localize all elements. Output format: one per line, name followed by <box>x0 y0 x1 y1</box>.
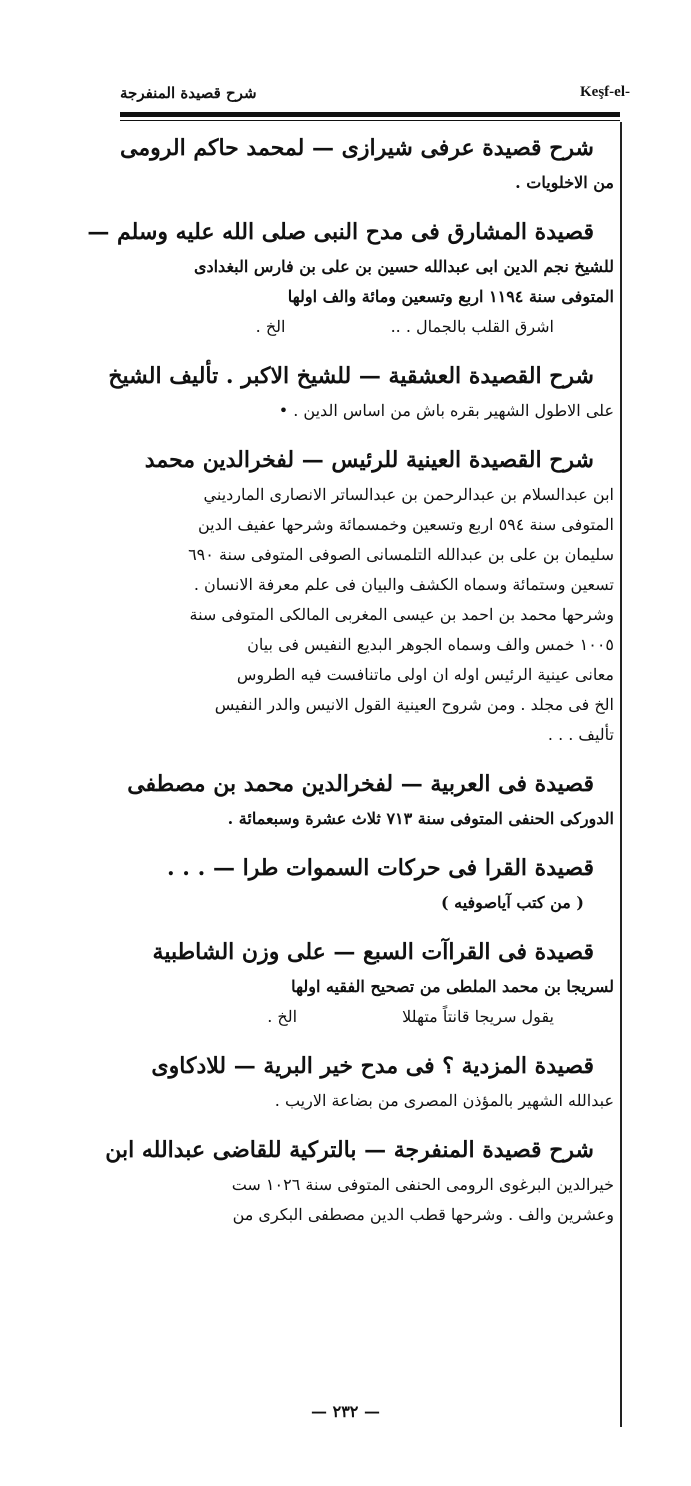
entry-line: وشرحها محمد بن احمد بن عيسى المغربى المالكى المتوفى سنة <box>189 605 614 624</box>
entry-line: على الاطول الشهير بقره باش من اساس الدين . • <box>278 401 614 420</box>
header-book-title: Keşf-el- <box>580 84 630 100</box>
entry-line: ابن عبدالسلام بن عبدالرحمن بن عبدالساتر الانصارى المارديني <box>203 485 614 504</box>
entry-title: شرح قصيدة عرفى شيرازى — لمحمد حاكم الرومى <box>120 135 594 161</box>
verse-text: يقول سريجا قانتاً متهللا <box>402 1007 554 1026</box>
entry-line: الدوركى الحنفى المتوفى سنة ٧١٣ ثلاث عشرة وسبعمائة . <box>227 809 614 828</box>
verse-ellipsis: الخ . <box>267 1007 298 1026</box>
entry-title: قصيدة القرا فى حركات السموات طرا — . . . <box>166 855 594 881</box>
verse-line <box>118 312 614 342</box>
entry-line: من الاخلويات . <box>515 173 614 192</box>
entry-line: ( من كتب آياصوفيه ) <box>440 893 584 912</box>
entry-line: تأليف . . . <box>547 725 614 744</box>
margin-line <box>620 122 622 1427</box>
verse-line <box>118 1002 614 1032</box>
entry-line: خيرالدين البرغوى الرومى الحنفى المتوفى سنة ١٠٢٦ ست <box>231 1175 614 1194</box>
entry-title: شرح القصيدة العشقية — للشيخ الاكبر . تأليف الشيخ <box>108 363 594 389</box>
entry <box>118 848 614 918</box>
entry <box>118 128 614 198</box>
entry <box>118 764 614 834</box>
entry-title: شرح قصيدة المنفرجة — بالتركية للقاضى عبدالله ابن <box>105 1137 594 1163</box>
entry-line: وعشرين والف . وشرحها قطب الدين مصطفى البكرى من <box>232 1205 614 1224</box>
entry-line: المتوفى سنة ٥٩٤ اربع وتسعين وخمسمائة وشرحها عفيف الدين <box>197 515 614 534</box>
page-body <box>87 128 614 1398</box>
header-rule-thick <box>120 112 620 117</box>
entry-line: سليمان بن على بن عبدالله التلمسانى الصوفى المتوفى سنة ٦٩٠ <box>188 545 614 564</box>
verse-text: اشرق القلب بالجمال . .. <box>390 317 554 336</box>
entry <box>105 1130 614 1230</box>
page-number: — ٢٣٢ — <box>311 1402 380 1421</box>
entry-title: قصيدة فى العربية — لفخرالدين محمد بن مصطفى <box>127 771 594 797</box>
entry-line: للشيخ نجم الدين ابى عبدالله حسين بن على بن فارس البغدادى <box>193 257 614 276</box>
entry-title: قصيدة المشارق فى مدح النبى صلى الله عليه وسلم — <box>87 219 594 245</box>
entry-line: ١٠٠٥ خمس والف وسماه الجوهر البديع النفيس فى بيان <box>247 635 614 654</box>
entry-line: معانى عينية الرئيس اوله ان اولى ماتنافست فيه الطروس <box>236 665 614 684</box>
entry-title: قصيدة فى القراآت السبع — على وزن الشاطبية <box>152 939 594 965</box>
entry-title: قصيدة المزدية ؟ فى مدح خير البرية — للادكاوى <box>151 1053 594 1079</box>
entry <box>118 1046 614 1116</box>
entry-line: عبدالله الشهير بالمؤذن المصرى من بضاعة الاريب . <box>274 1091 614 1110</box>
entry-line: المتوفى سنة ١١٩٤ اربع وتسعين ومائة والف اولها <box>287 287 614 306</box>
entry-line: تسعين وستمائة وسماه الكشف والبيان فى علم معرفة الانسان . <box>193 575 614 594</box>
entry <box>87 212 614 342</box>
entry-line: الخ فى مجلد . ومن شروح العينية القول الانيس والدر النفيس <box>214 695 614 714</box>
entry-line: لسريجا بن محمد الملطى من تصحيح الفقيه اولها <box>291 977 614 996</box>
header-rule-thin <box>120 120 620 121</box>
entry <box>108 356 614 426</box>
entry <box>118 440 614 750</box>
running-header <box>120 84 630 108</box>
verse-ellipsis: الخ . <box>255 317 286 336</box>
entry-title: شرح القصيدة العينية للرئيس — لفخرالدين محمد <box>144 447 594 473</box>
entry <box>118 932 614 1032</box>
header-section-title: شرح قصيدة المنفرجة <box>120 84 257 102</box>
